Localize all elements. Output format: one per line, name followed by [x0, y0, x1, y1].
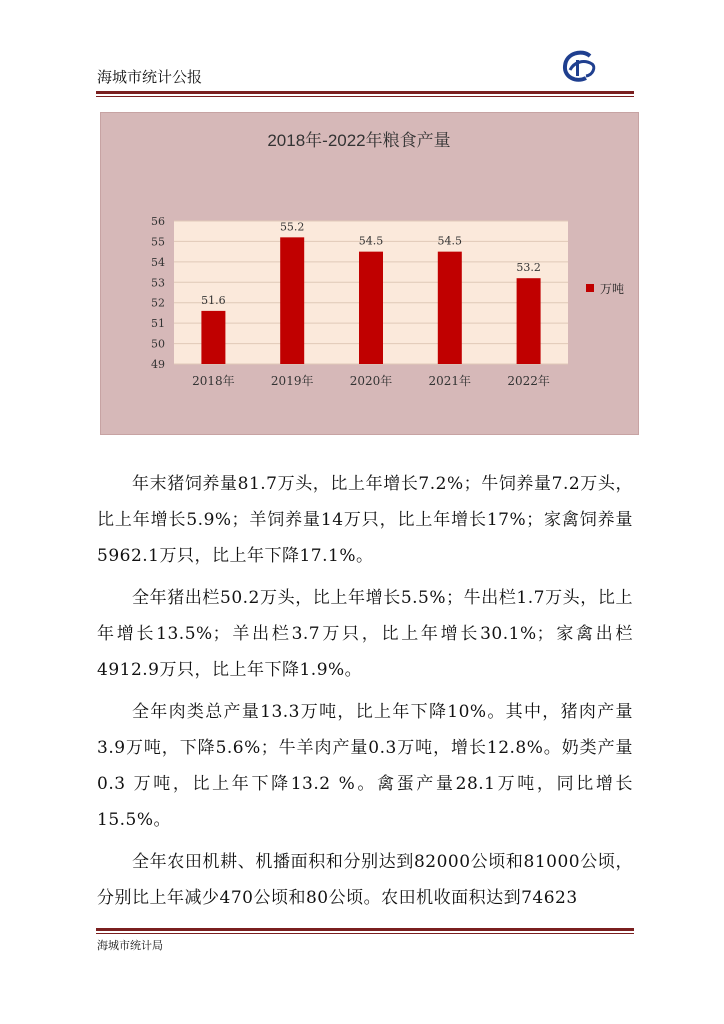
chart-title: 2018年-2022年粮食产量 [267, 131, 451, 150]
paragraph-meat-output: 全年肉类总产量13.3万吨，比上年下降10%。其中，猪肉产量3.9万吨，下降5.6%；牛羊肉产量0.3万吨，增长12.8%。奶类产量0.3 万吨，比上年下降13.2 %。禽蛋产量28.1万吨，同比增长15.5%。 [97, 702, 633, 830]
footer-text: 海城市统计局 [97, 939, 163, 952]
y-tick-label: 51 [151, 317, 165, 331]
footer-rule [96, 928, 634, 931]
header-rule [96, 91, 634, 94]
x-tick-label: 2021年 [428, 374, 472, 388]
y-tick-label: 52 [151, 296, 165, 310]
x-tick-label: 2022年 [507, 374, 550, 388]
header-rule-thin [96, 96, 634, 97]
x-tick-label: 2020年 [349, 374, 393, 388]
x-tick-label: 2018年 [192, 374, 235, 388]
data-label: 54.5 [358, 234, 384, 248]
x-axis-ticks [192, 373, 550, 388]
bar [438, 252, 462, 364]
bar [359, 252, 383, 364]
header-title: 海城市统计公报 [97, 68, 203, 86]
chart-canvas [101, 113, 640, 436]
bar [280, 237, 304, 364]
x-tick-label: 2019年 [270, 374, 314, 388]
y-axis-ticks [151, 215, 165, 371]
statistics-bureau-logo-icon [560, 50, 598, 84]
paragraph-mechanization: 全年农田机耕、机播面积和分别达到82000公顷和81000公顷，分别比上年减少470公顷和80公顷。农田机收面积达到74623 [97, 852, 633, 908]
data-label: 53.2 [516, 261, 541, 275]
y-tick-label: 53 [151, 276, 165, 290]
paragraph-livestock-slaughter: 全年猪出栏50.2万头，比上年增长5.5%；牛出栏1.7万头，比上年增长13.5%；羊出栏3.7万只，比上年增长30.1%；家禽出栏4912.9万只，比上年下降1.9%。 [97, 588, 633, 680]
bar [517, 278, 541, 364]
grain-output-chart [100, 112, 639, 435]
data-label: 55.2 [279, 220, 305, 234]
y-tick-label: 50 [151, 337, 165, 351]
y-tick-label: 55 [151, 235, 165, 249]
legend-swatch [586, 284, 594, 292]
y-tick-label: 56 [151, 215, 165, 228]
bar [201, 311, 225, 364]
paragraph-livestock-stock: 年末猪饲养量81.7万头，比上年增长7.2%；牛饲养量7.2万头，比上年增长5.9%；羊饲养量14万只，比上年增长17%；家禽饲养量5962.1万只，比上年下降17.1%。 [97, 474, 633, 566]
data-label: 51.6 [201, 293, 226, 307]
legend-label: 万吨 [600, 282, 625, 296]
data-label: 54.5 [437, 234, 463, 248]
y-tick-label: 49 [151, 358, 165, 371]
footer-rule-thin [96, 933, 634, 934]
y-tick-label: 54 [151, 255, 165, 269]
